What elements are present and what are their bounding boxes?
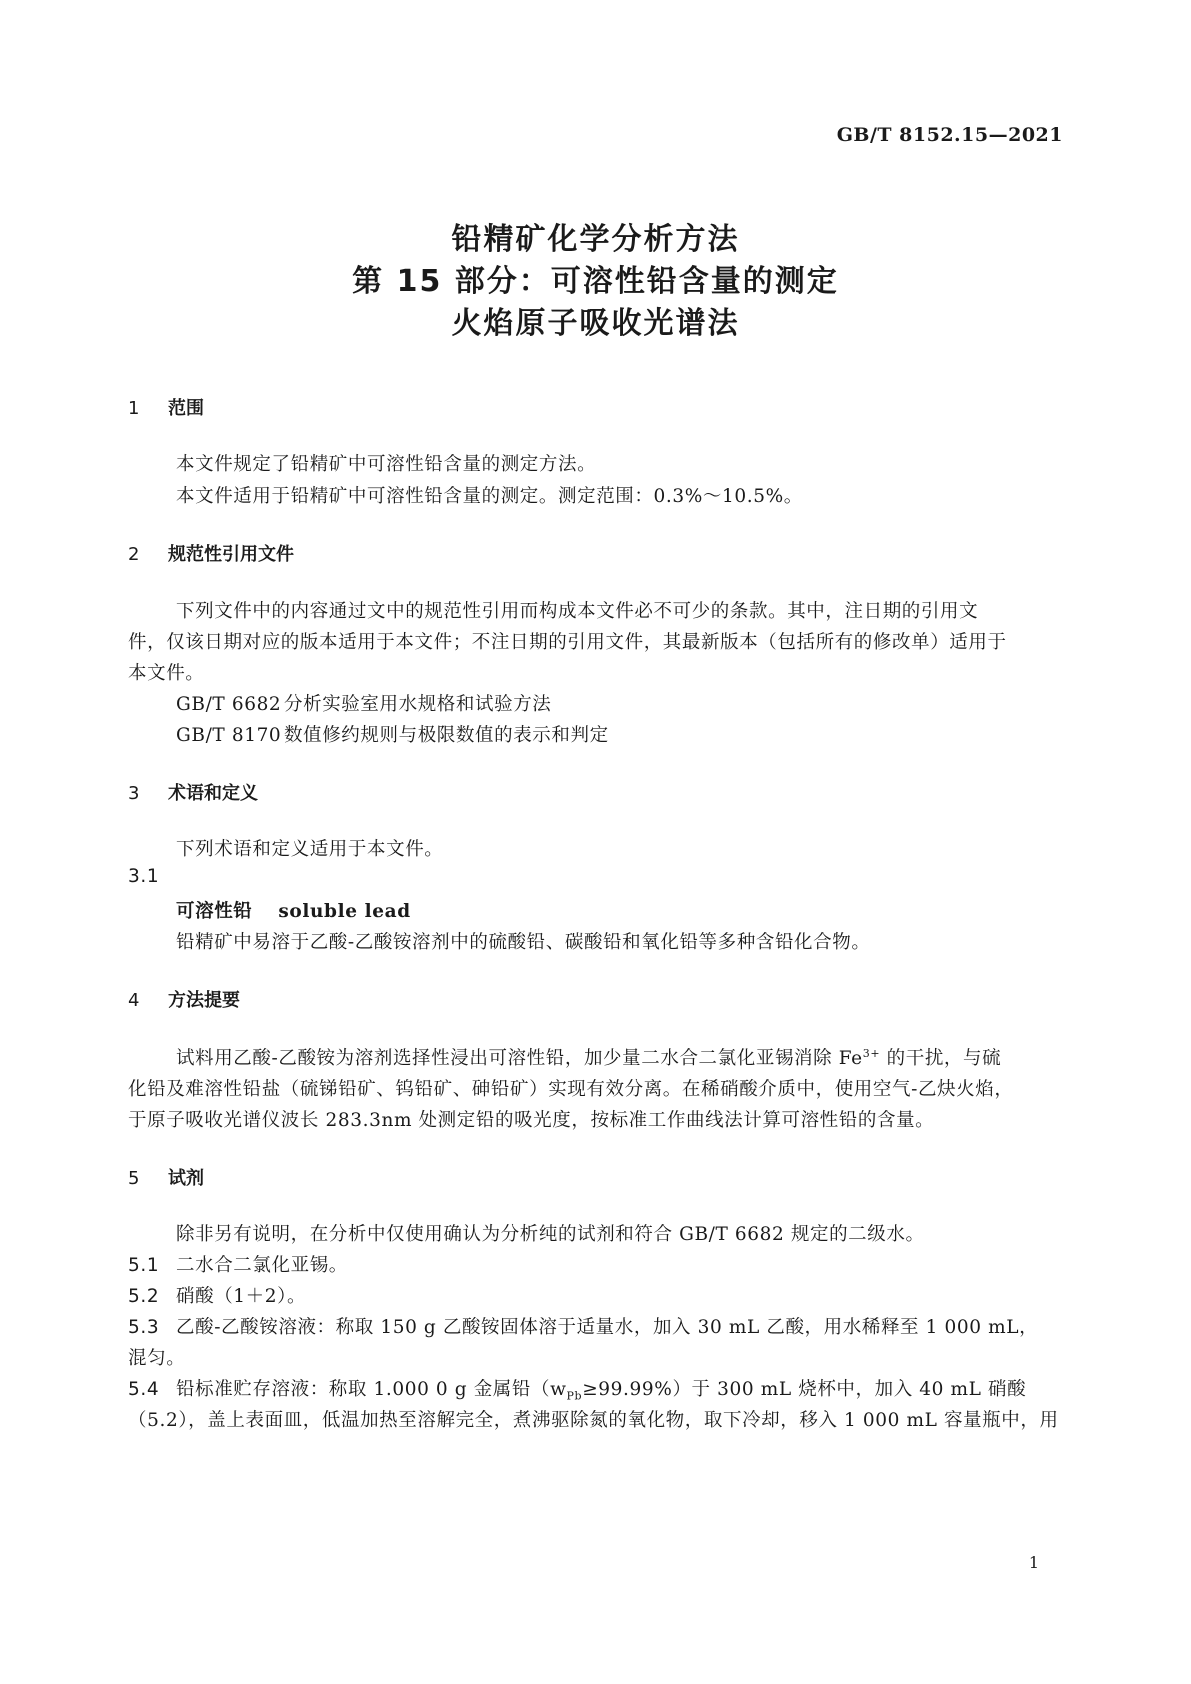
scope-paragraph-2: 本文件适用于铅精矿中可溶性铅含量的测定。测定范围：0.3%～10.5%。 — [176, 486, 803, 507]
section-title: 范围 — [168, 398, 204, 419]
clause-text-tail: ≥99.99%）于 300 mL 烧杯中，加入 40 mL 硝酸 — [582, 1379, 1027, 1400]
document-title-line1: 铅精矿化学分析方法 — [451, 222, 740, 257]
document-title-line2: 第 15 部分：可溶性铅含量的测定 — [352, 264, 839, 299]
superscript: 3+ — [862, 1046, 881, 1060]
references-paragraph-line2: 件，仅该日期对应的版本适用于本文件；不注日期的引用文件，其最新版本（包括所有的修改单）适用于 — [128, 632, 1007, 653]
section-number: 2 — [128, 544, 140, 565]
subscript: Pb — [566, 1389, 583, 1403]
clause-text: 二水合二氯化亚锡。 — [176, 1255, 348, 1276]
principle-line1-text: 试料用乙酸-乙酸铵为溶剂选择性浸出可溶性铅，加少量二水合二氯化亚锡消除 Fe — [176, 1048, 863, 1069]
reference-title: 分析实验室用水规格和试验方法 — [284, 694, 552, 715]
term-entry — [176, 897, 411, 923]
clause-5-3-continued: 混匀。 — [128, 1348, 186, 1369]
reference-code: GB/T 6682 — [176, 694, 282, 715]
section-number: 1 — [128, 398, 140, 419]
section-number: 5 — [128, 1168, 140, 1189]
term-english: soluble lead — [278, 901, 411, 922]
references-paragraph-line1: 下列文件中的内容通过文中的规范性引用而构成本文件必不可少的条款。其中，注日期的引用文 — [176, 601, 979, 622]
section-title: 规范性引用文件 — [168, 544, 294, 565]
section-heading-terms — [128, 779, 258, 805]
reference-item — [176, 690, 551, 716]
principle-line3: 于原子吸收光谱仪波长 283.3nm 处测定铅的吸光度，按标准工作曲线法计算可溶性铅的含量。 — [128, 1110, 935, 1131]
section-number: 4 — [128, 990, 140, 1011]
term-chinese: 可溶性铅 — [176, 901, 253, 922]
clause-5-4 — [128, 1375, 1026, 1403]
section-heading-normative-references — [128, 540, 294, 566]
principle-line1-tail: 的干扰，与硫 — [880, 1048, 1002, 1069]
clause-text: 乙酸-乙酸铵溶液：称取 150 g 乙酸铵固体溶于适量水，加入 30 mL 乙酸，用水稀释至 1 000 mL， — [176, 1317, 1039, 1338]
section-title: 术语和定义 — [168, 783, 258, 804]
section-heading-scope — [128, 394, 204, 420]
clause-5-2 — [128, 1282, 306, 1308]
page-number: 1 — [1028, 1553, 1039, 1572]
section-heading-principle — [128, 986, 240, 1012]
clause-number: 5.2 — [128, 1286, 160, 1307]
clause-number: 5.1 — [128, 1255, 160, 1276]
document-title-line3: 火焰原子吸收光谱法 — [451, 306, 740, 341]
reference-item — [176, 721, 609, 747]
section-title: 试剂 — [168, 1168, 204, 1189]
reference-title: 数值修约规则与极限数值的表示和判定 — [284, 725, 609, 746]
section-number: 3 — [128, 783, 140, 804]
standard-code: GB/T 8152.15—2021 — [836, 124, 1063, 146]
clause-text: 硝酸（1＋2）。 — [176, 1286, 307, 1307]
clause-number: 5.3 — [128, 1317, 160, 1338]
reference-code: GB/T 8170 — [176, 725, 282, 746]
section-heading-reagents — [128, 1164, 204, 1190]
principle-line1 — [176, 1044, 1001, 1070]
clause-5-4-continued: （5.2），盖上表面皿，低温加热至溶解完全，煮沸驱除氮的氧化物，取下冷却，移入 1 000 mL 容量瓶中，用 — [128, 1410, 1059, 1431]
term-definition: 铅精矿中易溶于乙酸-乙酸铵溶剂中的硫酸铅、碳酸铅和氧化铅等多种含铅化合物。 — [176, 932, 871, 953]
section-title: 方法提要 — [168, 990, 240, 1011]
scope-paragraph-1: 本文件规定了铅精矿中可溶性铅含量的测定方法。 — [176, 454, 597, 475]
term-number: 3.1 — [128, 866, 160, 887]
clause-number: 5.4 — [128, 1379, 160, 1400]
references-paragraph-line3: 本文件。 — [128, 663, 205, 684]
reagents-paragraph: 除非另有说明，在分析中仅使用确认为分析纯的试剂和符合 GB/T 6682 规定的二级水。 — [176, 1224, 925, 1245]
terms-paragraph: 下列术语和定义适用于本文件。 — [176, 839, 444, 860]
principle-line2: 化铅及难溶性铅盐（硫锑铅矿、钨铅矿、砷铅矿）实现有效分离。在稀硝酸介质中，使用空气-乙炔火焰， — [128, 1079, 1014, 1100]
clause-text: 铅标准贮存溶液：称取 1.000 0 g 金属铅（w — [176, 1379, 567, 1400]
clause-5-3 — [128, 1313, 1038, 1339]
clause-5-1 — [128, 1251, 348, 1277]
